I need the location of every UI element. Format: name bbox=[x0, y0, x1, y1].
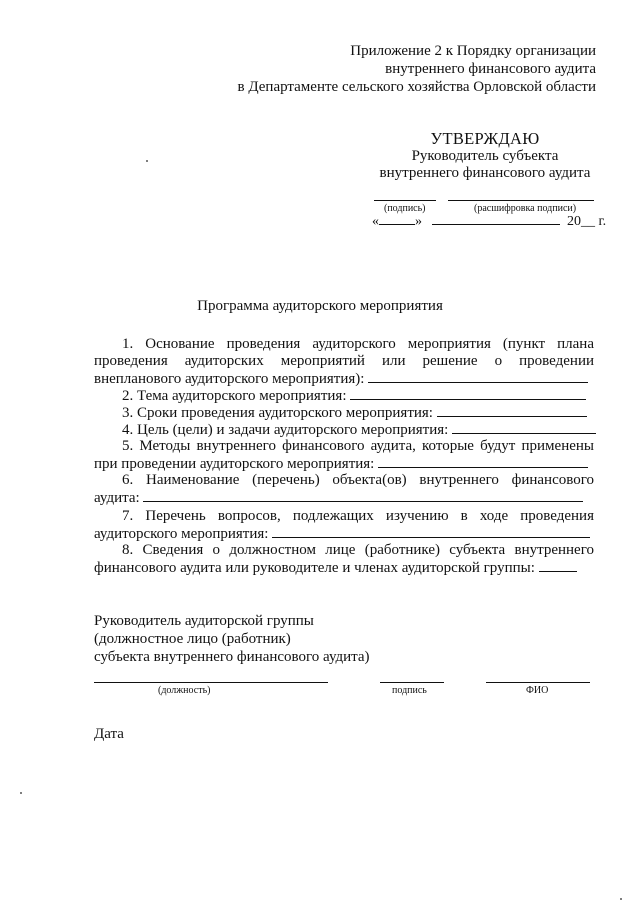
leader-block bbox=[94, 612, 370, 666]
approve-date-row bbox=[372, 212, 606, 230]
date-day-field[interactable] bbox=[379, 212, 415, 225]
position-caption: (должность) bbox=[158, 685, 211, 696]
program-title: Программа аудиторского мероприятия bbox=[197, 298, 443, 314]
item-3 bbox=[94, 404, 594, 422]
item-1-text: 1. Основание проведения аудиторского мероприятия (пункт плана проведения аудиторских мероприятий или решение о проведении внепланового аудиторского мероприятия): bbox=[94, 336, 594, 387]
item-3-text: 3. Сроки проведения аудиторского мероприятия: bbox=[122, 405, 433, 421]
item-6-field[interactable] bbox=[143, 489, 583, 502]
item-5-text-a: 5. Методы внутреннего финансового аудита, которые будут применены bbox=[122, 438, 594, 454]
item-1 bbox=[94, 336, 594, 388]
item-5-line-1 bbox=[94, 438, 594, 455]
item-6-line-2 bbox=[94, 489, 594, 507]
approve-line-2: внутреннего финансового аудита bbox=[379, 165, 591, 181]
name-line[interactable] bbox=[486, 682, 590, 683]
date-year: 20__ г. bbox=[567, 214, 607, 229]
item-4-text: 4. Цель (цели) и задачи аудиторского мероприятия: bbox=[122, 422, 449, 438]
date-month-field[interactable] bbox=[432, 212, 560, 225]
date-label: Дата bbox=[94, 726, 124, 742]
name-caption: ФИО bbox=[526, 685, 549, 696]
item-7-field[interactable] bbox=[272, 525, 590, 538]
item-2 bbox=[94, 387, 594, 405]
leader-line-2: (должностное лицо (работник) bbox=[94, 631, 291, 647]
appendix-line-3: в Департаменте сельского хозяйства Орловской области bbox=[237, 79, 596, 95]
signature-decode-caption: (расшифровка подписи) bbox=[474, 203, 577, 214]
item-4 bbox=[94, 421, 594, 439]
item-3-field[interactable] bbox=[437, 404, 587, 417]
signature-caption: (подпись) bbox=[384, 203, 426, 214]
appendix-line-1: Приложение 2 к Порядку организации bbox=[350, 43, 596, 59]
item-7-line-1 bbox=[94, 508, 594, 525]
item-8-text-a: 8. Сведения о должностном лице (работнике) субъекта внутреннего bbox=[122, 542, 594, 558]
item-7-text-a: 7. Перечень вопросов, подлежащих изучению в ходе проведения bbox=[122, 508, 594, 524]
item-8-line-1 bbox=[94, 542, 594, 559]
leader-line-3: субъекта внутреннего финансового аудита) bbox=[94, 649, 370, 665]
item-1-field[interactable] bbox=[368, 370, 588, 383]
item-8-text-b: финансового аудита или руководителе и членах аудиторской группы: bbox=[94, 560, 535, 576]
item-7-line-2 bbox=[94, 525, 594, 543]
item-2-field[interactable] bbox=[350, 387, 586, 400]
approve-line-1: Руководитель субъекта bbox=[411, 147, 559, 164]
item-6-line-1 bbox=[94, 472, 594, 489]
item-6-text-a: 6. Наименование (перечень) объекта(ов) внутреннего финансового bbox=[122, 472, 594, 488]
position-line[interactable] bbox=[94, 682, 328, 683]
approval-block bbox=[360, 130, 610, 183]
appendix-header bbox=[238, 42, 596, 96]
item-4-field[interactable] bbox=[452, 421, 596, 434]
date-open-quote: « bbox=[372, 214, 379, 229]
approve-title: УТВЕРЖДАЮ bbox=[430, 129, 540, 148]
item-5-line-2 bbox=[94, 455, 594, 473]
leader-line-1: Руководитель аудиторской группы bbox=[94, 613, 314, 629]
signature-line[interactable] bbox=[374, 200, 436, 201]
signature-decode-line[interactable] bbox=[448, 200, 594, 201]
date-close-quote: » bbox=[415, 214, 422, 229]
item-8-field[interactable] bbox=[539, 559, 577, 572]
leader-signature-caption: подпись bbox=[392, 685, 427, 696]
appendix-line-2: внутреннего финансового аудита bbox=[385, 61, 596, 77]
scan-speck bbox=[20, 792, 22, 794]
item-8-line-2 bbox=[94, 559, 594, 577]
scan-speck bbox=[146, 160, 148, 162]
item-6-text-b: аудита: bbox=[94, 490, 140, 506]
item-2-text: 2. Тема аудиторского мероприятия: bbox=[122, 388, 347, 404]
item-5-field[interactable] bbox=[378, 455, 588, 468]
scan-speck bbox=[620, 898, 622, 900]
leader-signature-line[interactable] bbox=[380, 682, 444, 683]
item-5-text-b: при проведении аудиторского мероприятия: bbox=[94, 456, 375, 472]
item-7-text-b: аудиторского мероприятия: bbox=[94, 526, 269, 542]
